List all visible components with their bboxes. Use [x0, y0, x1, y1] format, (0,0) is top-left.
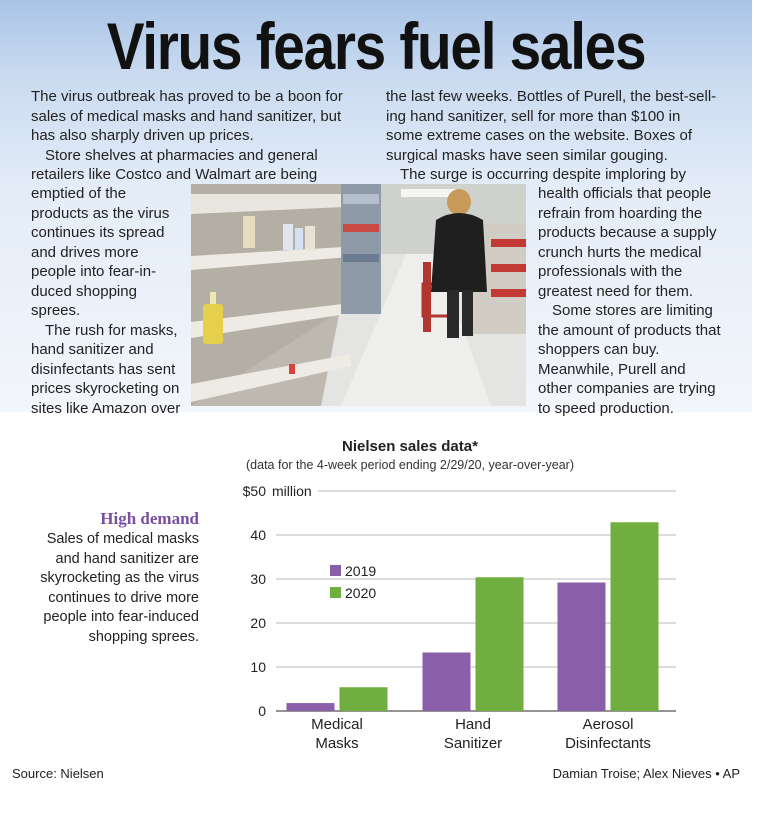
article-line: people into fear-in-: [31, 263, 157, 280]
y-tick-label: $50: [242, 483, 266, 499]
x-tick-label: Masks: [315, 735, 359, 752]
x-tick-label: Medical: [311, 716, 363, 733]
article-line: sites like Amazon over: [31, 399, 181, 417]
chart-subtitle: (data for the 4-week period ending 2/29/20, year-over-year): [246, 458, 574, 472]
bar-2019: [558, 583, 606, 711]
article-line: sprees.: [31, 302, 81, 319]
article-line: has also sharply driven up prices.: [31, 127, 254, 144]
article-line: some extreme cases on the website. Boxes of: [386, 127, 692, 144]
article-line: and drives more: [31, 243, 139, 261]
article-line: The virus outbreak has proved to be a boon for: [31, 88, 343, 105]
article-line: crunch hurts the medical: [538, 243, 702, 261]
article-line: hand sanitizer and: [31, 341, 154, 358]
byline-credit: Damian Troise; Alex Nieves • AP: [552, 766, 740, 781]
article-line: ing hand sanitizer, sell for more than $100 in: [386, 107, 681, 125]
article-line: health officials that people: [538, 185, 712, 202]
bar-2020: [611, 522, 659, 711]
article-line: professionals with the: [538, 263, 683, 280]
legend-swatch: [330, 587, 341, 598]
x-tick-label: Sanitizer: [443, 735, 503, 752]
x-tick-label: Aerosol: [582, 716, 634, 733]
y-tick-label: 10: [250, 659, 266, 675]
article-line: Store shelves at pharmacies and general: [45, 146, 318, 164]
article-line: Some stores are limiting: [552, 302, 713, 319]
bar-2020: [340, 687, 388, 711]
article-line: products because a supply: [538, 224, 717, 241]
x-tick-label: Hand: [455, 716, 491, 733]
article-line: the last few weeks. Bottles of Purell, the best-sell-: [386, 88, 717, 105]
chart-title: Nielsen sales data*: [342, 438, 478, 455]
article-line: duced shopping: [31, 282, 137, 300]
bar-2019: [287, 703, 335, 711]
article-line: sales of medical masks and hand sanitizer, but: [31, 107, 342, 125]
headline: Virus fears fuel sales: [106, 9, 646, 83]
y-unit-label: million: [272, 483, 312, 499]
article-line: Meanwhile, Purell and: [538, 360, 686, 378]
legend-label: 2020: [345, 585, 377, 601]
article-line: the amount of products that: [538, 321, 721, 339]
article-line: other companies are trying: [538, 380, 716, 397]
y-tick-label: 20: [250, 615, 266, 631]
article-line: refrain from hoarding the: [538, 204, 703, 222]
bar-2019: [423, 652, 471, 711]
article-line: prices skyrocketing on: [31, 380, 180, 397]
article-line: emptied of the: [31, 185, 127, 202]
article-line: The rush for masks,: [45, 321, 178, 339]
y-tick-label: 40: [250, 527, 266, 543]
sidebar-heading: High demand: [100, 509, 199, 528]
article-line: shoppers can buy.: [538, 341, 660, 358]
legend-label: 2019: [345, 563, 377, 579]
bar-2020: [476, 577, 524, 711]
article-line: The surge is occurring despite imploring by: [400, 166, 686, 183]
sidebar-text: Sales of medical masks and hand sanitizer are skyrocketing as the virus continues to drive more people into fear-induced shopping sprees.: [40, 531, 199, 645]
x-tick-label: Disinfectants: [565, 735, 651, 752]
y-tick-label: 30: [250, 571, 266, 587]
legend-swatch: [330, 565, 341, 576]
article-line: continues its spread: [31, 224, 165, 241]
article-line: surgical masks have seen similar gouging.: [386, 146, 668, 164]
source-credit: Source: Nielsen: [12, 766, 104, 781]
article-line: products as the virus: [31, 204, 170, 222]
article-line: greatest need for them.: [538, 282, 694, 300]
article-line: disinfectants has sent: [31, 360, 176, 378]
article-line: to speed production.: [538, 399, 674, 417]
y-tick-label: 0: [258, 703, 266, 719]
article-line: retailers like Costco and Walmart are being: [31, 166, 318, 183]
